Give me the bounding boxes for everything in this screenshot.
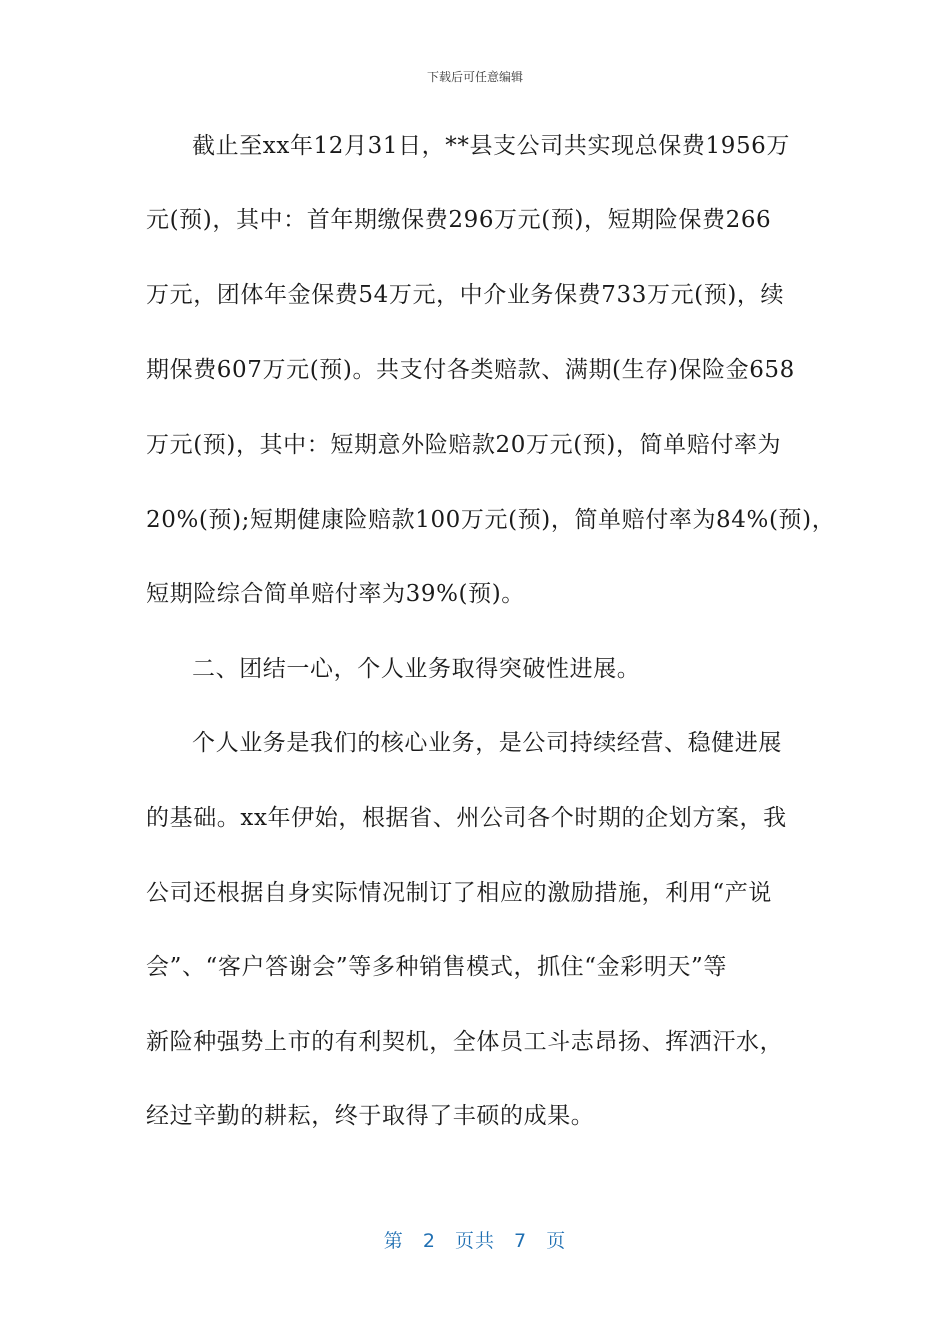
paragraph-line: 万元，团体年金保费54万元，中介业务保费733万元(预)，续 bbox=[146, 282, 785, 308]
header-note: 下载后可任意编辑 bbox=[426, 70, 523, 84]
paragraph-line: 20%(预);短期健康险赔款100万元(预)，简单赔付率为84%(预)， bbox=[146, 507, 836, 533]
section-heading: 二、团结一心，个人业务取得突破性进展。 bbox=[192, 656, 641, 682]
page-number-footer bbox=[0, 1226, 950, 1253]
paragraph-line: 短期险综合简单赔付率为39%(预)。 bbox=[146, 581, 525, 607]
paragraph-line: 截止至xx年12月31日，**县支公司共实现总保费1956万 bbox=[192, 133, 791, 159]
total-page-count: 7 bbox=[514, 1230, 528, 1252]
paragraph-line: 万元(预)，其中：短期意外险赔款20万元(预)，简单赔付率为 bbox=[146, 432, 782, 458]
paragraph-line: 会”、“客户答谢会”等多种销售模式，抓住“金彩明天”等 bbox=[146, 954, 727, 980]
page-middle-text: 页共 bbox=[454, 1230, 495, 1252]
paragraph-line: 元(预)，其中：首年期缴保费296万元(预)，短期险保费266 bbox=[146, 207, 772, 233]
paragraph-line: 经过辛勤的耕耘，终于取得了丰硕的成果。 bbox=[146, 1103, 595, 1129]
paragraph-line: 新险种强势上市的有利契机，全体员工斗志昂扬、挥洒汗水， bbox=[146, 1029, 784, 1055]
paragraph-line: 期保费607万元(预)。共支付各类赔款、满期(生存)保险金658 bbox=[146, 357, 795, 383]
paragraph-line: 公司还根据自身实际情况制订了相应的激励措施，利用“产说 bbox=[146, 880, 772, 906]
page-prefix: 第 bbox=[383, 1230, 404, 1252]
paragraph-line: 的基础。xx年伊始，根据省、州公司各个时期的企划方案，我 bbox=[146, 805, 787, 831]
page-suffix: 页 bbox=[546, 1230, 567, 1252]
current-page-number: 2 bbox=[422, 1230, 436, 1252]
paragraph-line: 个人业务是我们的核心业务，是公司持续经营、稳健进展 bbox=[192, 730, 782, 756]
